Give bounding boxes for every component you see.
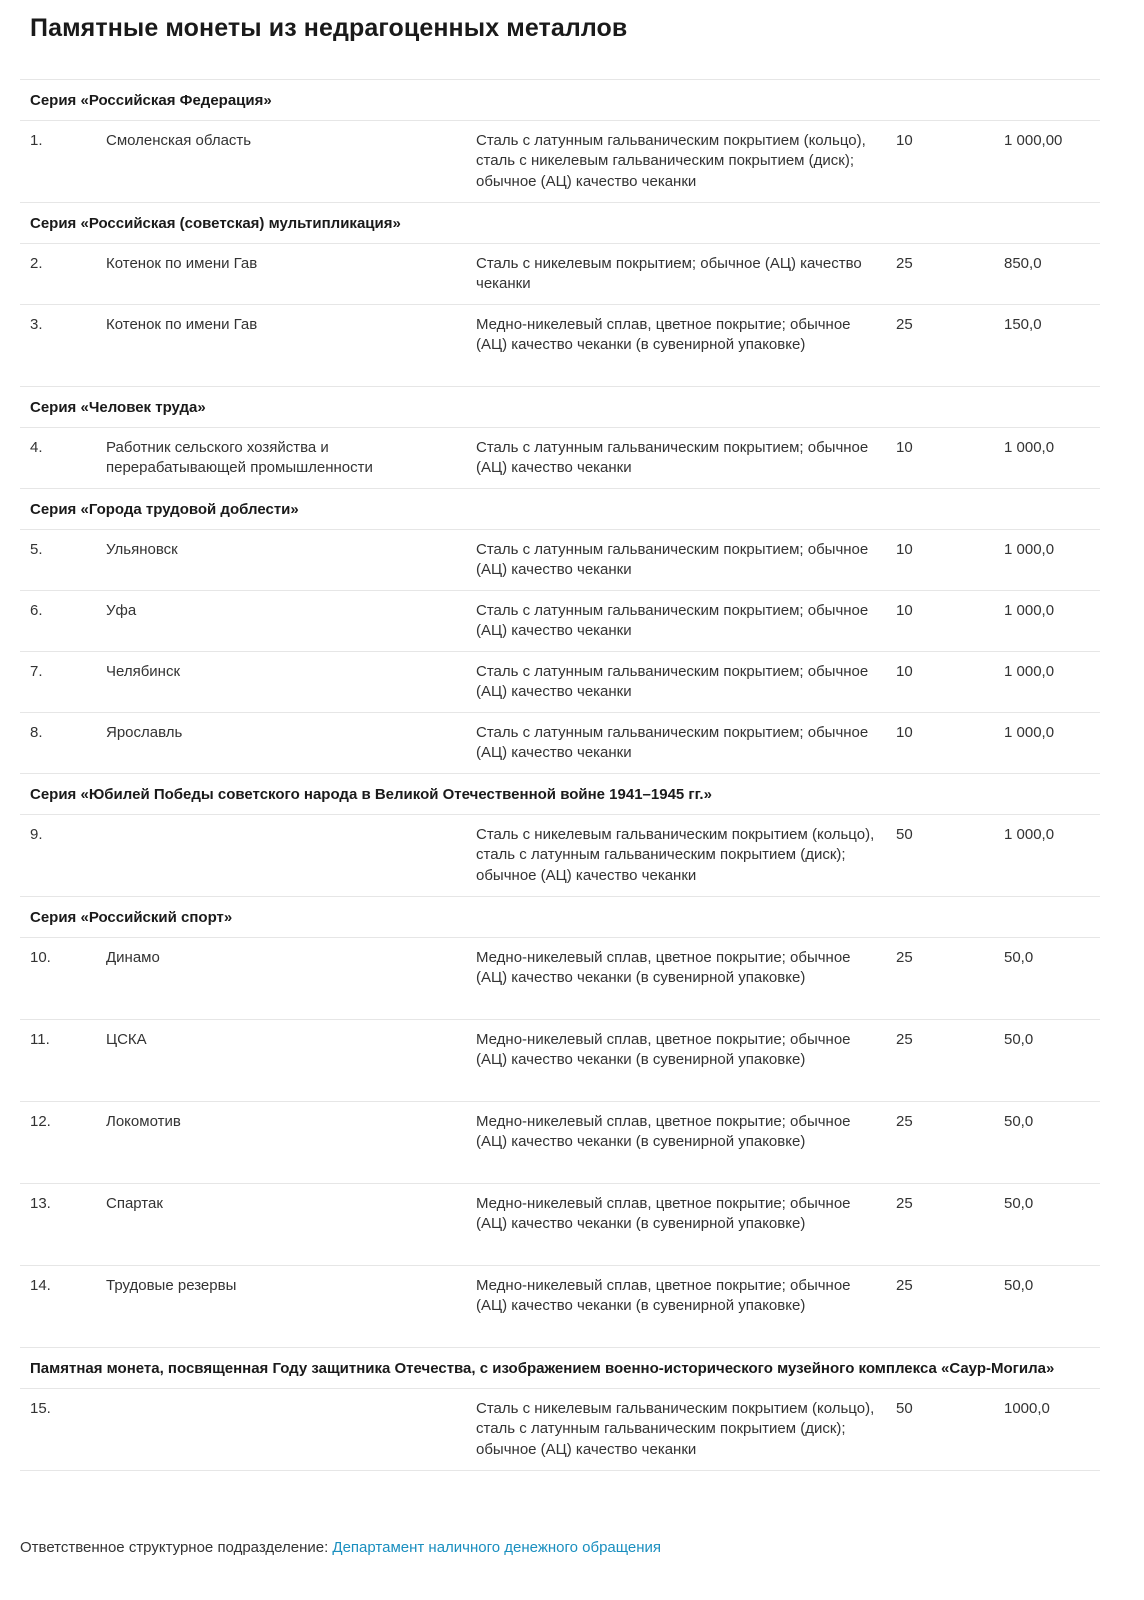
coin-name: Котенок по имени Гав: [106, 316, 258, 333]
series-header: Серия «Человек труда»: [20, 387, 1100, 428]
row-number: 1.: [30, 132, 43, 149]
coin-name: Трудовые резервы: [106, 1277, 237, 1294]
coin-denomination: 25: [896, 255, 913, 272]
row-number: 10.: [30, 949, 51, 966]
coin-material: Сталь с никелевым гальваническим покрытием (кольцо), сталь с латунным гальваническим покрытием (диск); обычное (АЦ) качество чеканки: [476, 1400, 875, 1458]
row-number: 7.: [30, 663, 43, 680]
table-row: [20, 530, 1100, 591]
table-row: [20, 428, 1100, 489]
table-row: [20, 1102, 1100, 1184]
coin-denomination: 50: [896, 1400, 913, 1417]
coin-material: Сталь с никелевым покрытием; обычное (АЦ) качество чеканки: [476, 255, 862, 293]
coin-denomination: 25: [896, 1195, 913, 1212]
coin-mintage: 150,0: [1004, 316, 1042, 333]
coin-denomination: 10: [896, 541, 913, 558]
coin-material: Медно-никелевый сплав, цветное покрытие; обычное (АЦ) качество чеканки (в сувенирной упаковке): [476, 1195, 851, 1233]
row-number: 5.: [30, 541, 43, 558]
coin-mintage: 1000,0: [1004, 1400, 1050, 1417]
coin-mintage: 50,0: [1004, 1277, 1034, 1294]
table-row: [20, 938, 1100, 1020]
table-row: [20, 713, 1100, 774]
series-header: Памятная монета, посвященная Году защитника Отечества, с изображением военно-исторического музейного комплекса «Саур-Могила»: [20, 1348, 1100, 1389]
coins-table: [20, 79, 1100, 1471]
table-row: [20, 815, 1100, 897]
coin-material: Медно-никелевый сплав, цветное покрытие; обычное (АЦ) качество чеканки (в сувенирной упаковке): [476, 1113, 851, 1151]
row-number: 14.: [30, 1277, 51, 1294]
coin-mintage: 1 000,0: [1004, 602, 1055, 619]
coin-name: ЦСКА: [106, 1031, 147, 1048]
coin-denomination: 25: [896, 949, 913, 966]
row-number: 2.: [30, 255, 43, 272]
series-header: Серия «Российская Федерация»: [20, 80, 1100, 121]
responsible-department: [20, 1539, 661, 1556]
row-number: 9.: [30, 826, 43, 843]
page-title: Памятные монеты из недрагоценных металлов: [30, 14, 628, 42]
department-link[interactable]: Департамент наличного денежного обращения: [332, 1539, 662, 1556]
coin-denomination: 50: [896, 826, 913, 843]
coin-mintage: 1 000,0: [1004, 663, 1055, 680]
series-header: Серия «Российская (советская) мультипликация»: [20, 203, 1100, 244]
coin-material: Сталь с латунным гальваническим покрытием; обычное (АЦ) качество чеканки: [476, 541, 869, 579]
coin-denomination: 25: [896, 1031, 913, 1048]
coin-material: Сталь с латунным гальваническим покрытием; обычное (АЦ) качество чеканки: [476, 439, 869, 477]
coin-name: Уфа: [106, 602, 137, 619]
coin-name: Ульяновск: [106, 541, 178, 558]
coin-mintage: 1 000,00: [1004, 132, 1063, 149]
row-number: 3.: [30, 316, 43, 333]
coin-mintage: 1 000,0: [1004, 826, 1055, 843]
row-number: 11.: [30, 1031, 50, 1048]
coin-material: Сталь с латунным гальваническим покрытием; обычное (АЦ) качество чеканки: [476, 602, 869, 640]
row-number: 4.: [30, 439, 43, 456]
series-header: Серия «Российский спорт»: [20, 897, 1100, 938]
table-row: [20, 652, 1100, 713]
row-number: 6.: [30, 602, 43, 619]
coin-denomination: 10: [896, 602, 913, 619]
coin-name: Котенок по имени Гав: [106, 255, 258, 272]
table-row: [20, 305, 1100, 387]
coin-mintage: 1 000,0: [1004, 439, 1055, 456]
coin-mintage: 50,0: [1004, 1031, 1034, 1048]
row-number: 15.: [30, 1400, 51, 1417]
coin-name: Ярославль: [106, 724, 183, 741]
coin-mintage: 850,0: [1004, 255, 1042, 272]
table-row: [20, 591, 1100, 652]
coin-mintage: 50,0: [1004, 949, 1034, 966]
coin-name: Челябинск: [106, 663, 181, 680]
row-number: 8.: [30, 724, 43, 741]
table-row: [20, 1389, 1100, 1471]
coin-name: Смоленская область: [106, 132, 252, 149]
coin-mintage: 1 000,0: [1004, 724, 1055, 741]
coin-denomination: 25: [896, 1277, 913, 1294]
coin-denomination: 25: [896, 1113, 913, 1130]
coin-material: Сталь с латунным гальваническим покрытием; обычное (АЦ) качество чеканки: [476, 724, 869, 762]
coin-mintage: 50,0: [1004, 1113, 1034, 1130]
coin-material: Медно-никелевый сплав, цветное покрытие; обычное (АЦ) качество чеканки (в сувенирной упаковке): [476, 949, 851, 987]
coin-mintage: 1 000,0: [1004, 541, 1055, 558]
coin-material: Сталь с латунным гальваническим покрытием (кольцо), сталь с никелевым гальваническим покрытием (диск); обычное (АЦ) качество чеканки: [476, 132, 866, 190]
coin-material: Сталь с никелевым гальваническим покрытием (кольцо), сталь с латунным гальваническим покрытием (диск); обычное (АЦ) качество чеканки: [476, 826, 875, 884]
coin-denomination: 10: [896, 132, 913, 149]
table-row: [20, 1020, 1100, 1102]
coin-name: Работник сельского хозяйства и перерабатывающей промышленности: [106, 439, 373, 477]
coin-material: Медно-никелевый сплав, цветное покрытие; обычное (АЦ) качество чеканки (в сувенирной упаковке): [476, 1031, 851, 1069]
coin-denomination: 25: [896, 316, 913, 333]
table-row: [20, 121, 1100, 203]
coin-material: Медно-никелевый сплав, цветное покрытие; обычное (АЦ) качество чеканки (в сувенирной упаковке): [476, 1277, 851, 1315]
coin-mintage: 50,0: [1004, 1195, 1034, 1212]
coin-name: Динамо: [106, 949, 160, 966]
coin-denomination: 10: [896, 439, 913, 456]
responsible-department-label: Ответственное структурное подразделение:: [20, 1539, 333, 1556]
coin-material: Сталь с латунным гальваническим покрытием; обычное (АЦ) качество чеканки: [476, 663, 869, 701]
table-row: [20, 1266, 1100, 1348]
row-number: 12.: [30, 1113, 51, 1130]
coin-name: Спартак: [106, 1195, 163, 1212]
coin-denomination: 10: [896, 663, 913, 680]
coin-name: Локомотив: [106, 1113, 181, 1130]
series-header: Серия «Города трудовой доблести»: [20, 489, 1100, 530]
row-number: 13.: [30, 1195, 51, 1212]
coin-denomination: 10: [896, 724, 913, 741]
series-header: Серия «Юбилей Победы советского народа в Великой Отечественной войне 1941–1945 гг.»: [20, 774, 1100, 815]
coin-material: Медно-никелевый сплав, цветное покрытие; обычное (АЦ) качество чеканки (в сувенирной упаковке): [476, 316, 851, 354]
table-row: [20, 1184, 1100, 1266]
table-row: [20, 244, 1100, 305]
